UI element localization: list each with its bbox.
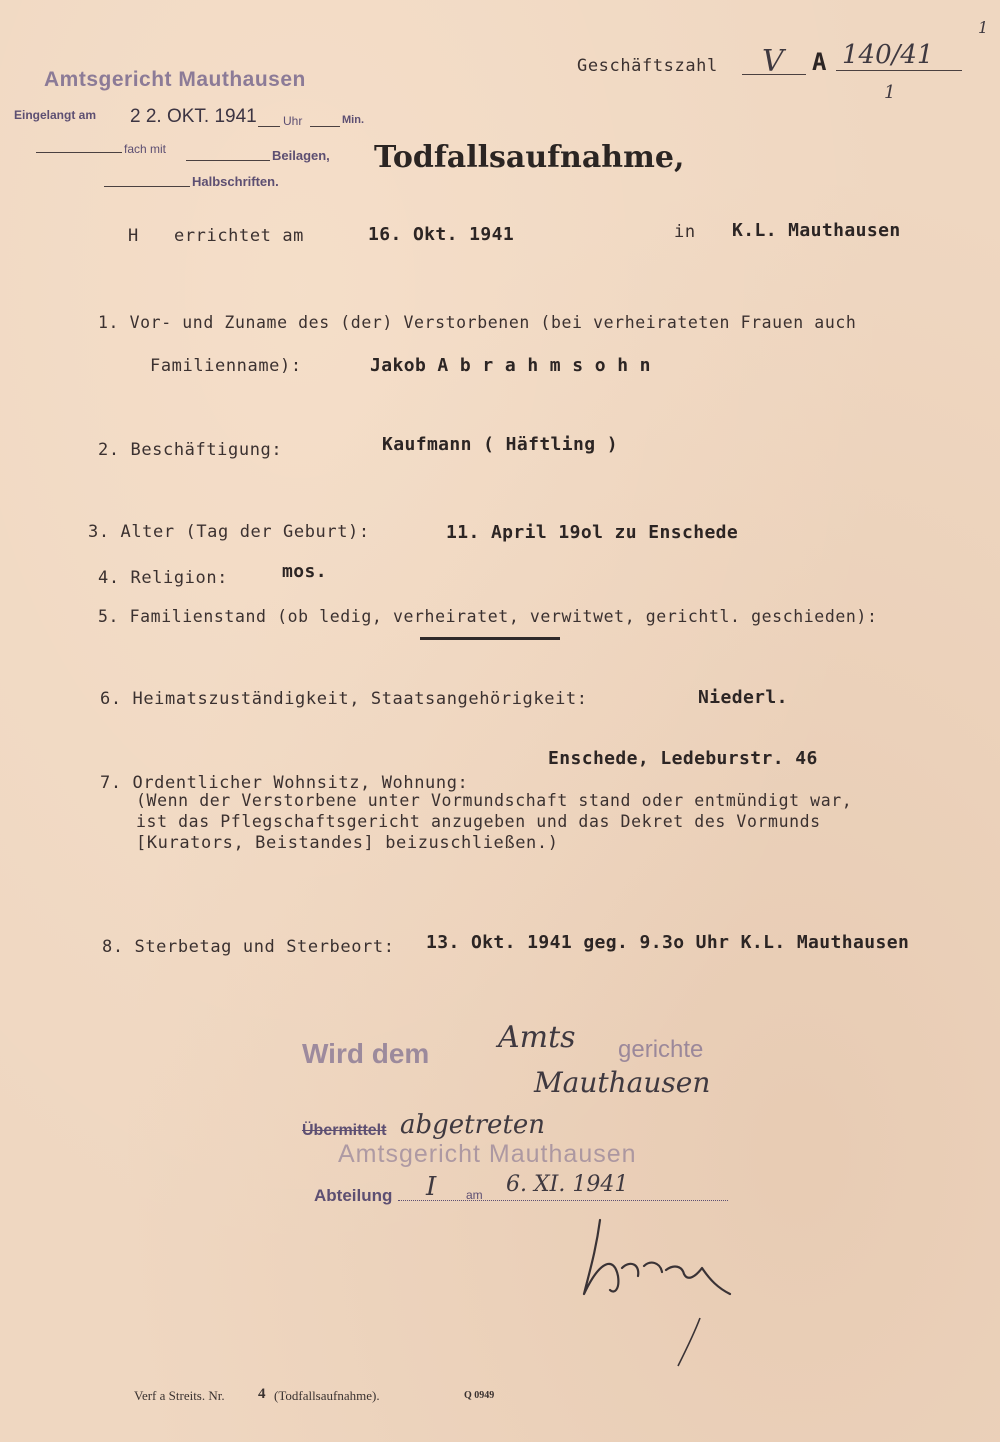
- header-in-label: in: [674, 222, 696, 242]
- case-number-part3: 140/41: [842, 40, 934, 70]
- transfer-hand-abgetreten: abgetreten: [400, 1110, 546, 1140]
- item7-note-1: (Wenn der Verstorbene unter Vormundschaft stand oder entmündigt war,: [136, 791, 853, 810]
- signature-text: [604, 1300, 648, 1314]
- header-place: K.L. Mauthausen: [732, 220, 901, 241]
- item4-value: mos.: [282, 561, 327, 582]
- time-label: Uhr: [283, 114, 303, 128]
- case-number-label: Geschäftszahl: [577, 56, 718, 76]
- footer-form-text: Verf a Streits. Nr.: [134, 1388, 225, 1403]
- case-number-line-2: [836, 70, 962, 71]
- item7-value: Enschede, Ledeburstr. 46: [548, 748, 818, 769]
- item2-value: Kaufmann ( Häftling ): [382, 434, 618, 455]
- transfer-abteilung-value: I: [426, 1172, 437, 1202]
- footer-form-code: Q 0949: [464, 1390, 495, 1401]
- item5-label: 5. Familienstand (ob ledig, verheiratet, verwitwet, gerichtl. geschieden):: [98, 607, 878, 626]
- half-copies-label: Halbschriften.: [192, 174, 279, 189]
- attachments-label: Beilagen,: [272, 148, 330, 163]
- transfer-stamp-court-name: Amtsgericht Mauthausen: [338, 1140, 637, 1168]
- document-title: Todfallsaufnahme,: [374, 140, 685, 175]
- transfer-date-line: [398, 1200, 728, 1201]
- attachments-line: [186, 160, 270, 161]
- court-stamp-name: Amtsgericht Mauthausen: [44, 68, 306, 91]
- footer-form-name: (Todfallsaufnahme).: [274, 1388, 380, 1403]
- half-copies-line: [104, 186, 190, 187]
- received-label: Eingelangt am: [14, 108, 97, 122]
- item3-label: 3. Alter (Tag der Geburt):: [88, 522, 370, 542]
- transfer-abteilung-label: Abteilung: [314, 1186, 393, 1205]
- item3-value: 11. April 19ol zu Enschede: [446, 522, 739, 543]
- item1-label-cont: Familienname):: [150, 356, 302, 376]
- copies-line: [36, 152, 122, 153]
- item8-value: 13. Okt. 1941 geg. 9.3o Uhr K.L. Mauthausen: [426, 932, 910, 953]
- minutes-label: Min.: [342, 114, 364, 126]
- time-line: [258, 126, 280, 127]
- transfer-hand-place: Mauthausen: [534, 1066, 711, 1099]
- item1-value: Jakob A b r a h m s o h n: [370, 355, 651, 376]
- item7-label: 7. Ordentlicher Wohnsitz, Wohnung:: [100, 773, 469, 793]
- transfer-am-label: am: [466, 1188, 483, 1202]
- transfer-stamp-uebermittelt: Übermittelt: [302, 1122, 387, 1139]
- item6-value: Niederl.: [698, 687, 788, 708]
- case-number-sub: 1: [884, 82, 896, 103]
- header-letter: H: [128, 226, 139, 246]
- minutes-line: [310, 126, 340, 127]
- item7-note-3: [Kurators, Beistandes] beizuschließen.): [136, 833, 559, 853]
- transfer-date-value: 6. XI. 1941: [506, 1172, 629, 1197]
- header-label: errichtet am: [174, 226, 305, 246]
- received-date: 2 2. OKT. 1941: [130, 106, 257, 127]
- transfer-stamp-wird-dem: Wird dem: [302, 1038, 430, 1069]
- header-date: 16. Okt. 1941: [368, 224, 515, 245]
- item5-blank-line: [420, 637, 560, 640]
- case-number-part1: V: [762, 44, 784, 79]
- signature-mark: [570, 1210, 750, 1370]
- case-number-part2: A: [812, 48, 827, 76]
- transfer-hand-court: Amts: [498, 1020, 576, 1055]
- item7-note-2: ist das Pflegschaftsgericht anzugeben und das Dekret des Vormunds: [136, 812, 821, 831]
- copies-label: fach mit: [124, 142, 167, 156]
- item6-label: 6. Heimatszuständigkeit, Staatsangehörigkeit:: [100, 689, 588, 709]
- item1-label: 1. Vor- und Zuname des (der) Verstorbenen (bei verheirateten Frauen auch: [98, 313, 857, 332]
- footer-form-number: 4: [258, 1386, 266, 1402]
- item2-label: 2. Beschäftigung:: [98, 440, 283, 460]
- item4-label: 4. Religion:: [98, 568, 229, 588]
- page-corner-mark: 1: [978, 18, 989, 37]
- transfer-stamp-gerichte: gerichte: [618, 1036, 704, 1063]
- item8-label: 8. Sterbetag und Sterbeort:: [102, 937, 395, 957]
